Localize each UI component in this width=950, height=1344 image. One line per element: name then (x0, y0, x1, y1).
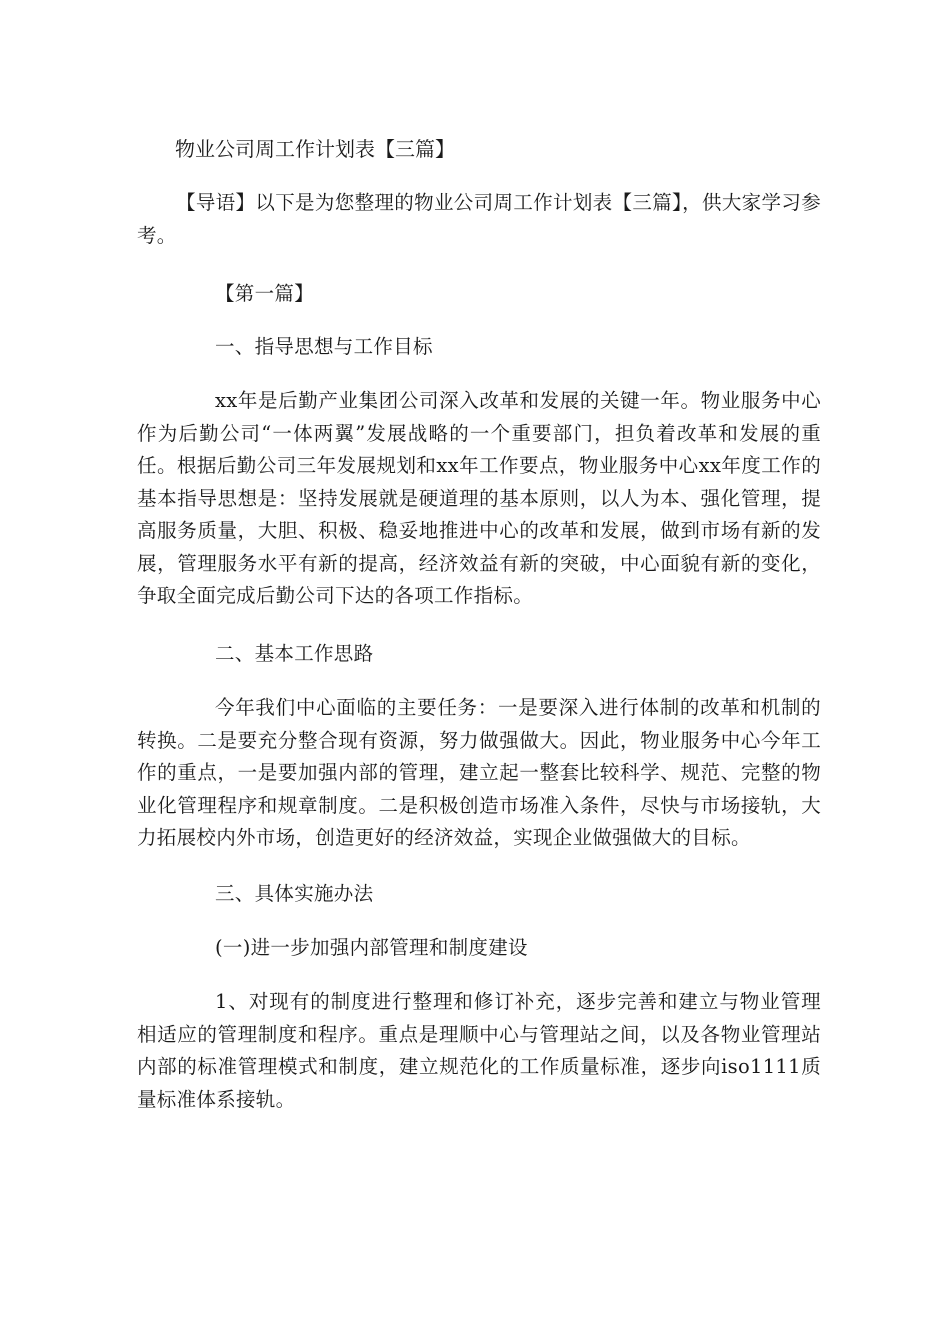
part-label: 【第一篇】 (215, 282, 315, 305)
intro-paragraph: 【导语】以下是为您整理的物业公司周工作计划表【三篇】，供大家学习参考。 (137, 191, 821, 247)
section-heading-3: 三、具体实施办法 (215, 882, 374, 905)
section-body-2: 今年我们中心面临的主要任务：一是要深入进行体制的改革和机制的转换。二是要充分整合现有资源，努力做强做大。因此，物业服务中心今年工作的重点，一是要加强内部的管理，建立起一整套比较科学、规范、完整的物业化管理程序和规章制度。二是积极创造市场准入条件，尽快与市场接轨，大力拓展校内外市场，创造更好的经济效益，实现企业做强做大的目标。 (137, 696, 821, 849)
section-body-1: xx年是后勤产业集团公司深入改革和发展的关键一年。物业服务中心作为后勤公司“一体两翼”发展战略的一个重要部门，担负着改革和发展的重任。根据后勤公司三年发展规划和xx年工作要点，物业服务中心xx年度工作的基本指导思想是：坚持发展就是硬道理的基本原则，以人为本、强化管理，提高服务质量，大胆、积极、稳妥地推进中心的改革和发展，做到市场有新的发展，管理服务水平有新的提高，经济效益有新的突破，中心面貌有新的变化，争取全面完成后勤公司下达的各项工作指标。 (137, 389, 821, 607)
section-heading-1: 一、指导思想与工作目标 (215, 335, 433, 358)
document-title: 物业公司周工作计划表【三篇】 (175, 137, 455, 161)
section-heading-2: 二、基本工作思路 (215, 642, 374, 665)
item-body-1: 1、对现有的制度进行整理和修订补充，逐步完善和建立与物业管理相适应的管理制度和程序。重点是理顺中心与管理站之间，以及各物业管理站内部的标准管理模式和制度，建立规范化的工作质量标准，逐步向iso1111质量标准体系接轨。 (137, 990, 821, 1111)
subsection-heading-1: (一)进一步加强内部管理和制度建设 (215, 936, 528, 959)
